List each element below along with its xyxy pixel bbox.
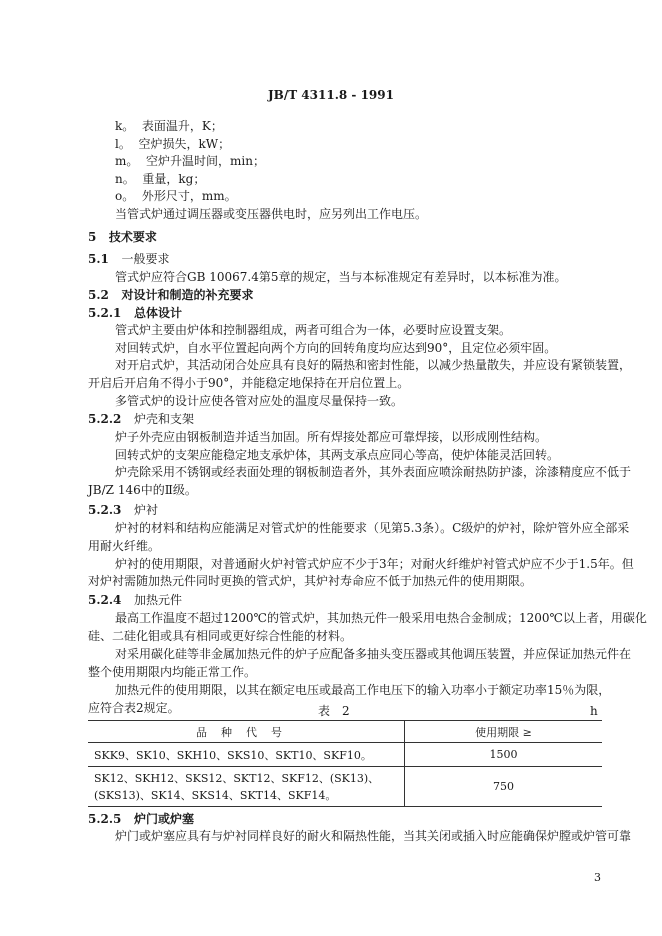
var-o: o。 外形尺寸，mm。	[115, 189, 237, 203]
paragraph-line: 开启后开启角不得小于90°，并能稳定地保持在开启位置上。	[88, 376, 410, 390]
var-n: n。 重量，kg；	[115, 172, 206, 186]
table-cell-codes: SK12、SKH12、SKS12、SKT12、SKF12、(SK13)、 (SKS13)、SK14、SKS14、SKT14、SKF14。	[88, 767, 405, 807]
section-5-2-5-heading: 5.2.5 炉门或炉塞	[88, 812, 194, 826]
paragraph-line: 硅、二硅化钼或具有相同或更好综合性能的材料。	[88, 629, 353, 643]
table-cell-value: 750	[405, 767, 603, 807]
paragraph-line: 对采用碳化硅等非金属加热元件的炉子应配备多抽头变压器或其他调压装置，并应保证加热元件在	[115, 647, 632, 661]
table-row	[88, 767, 602, 807]
paragraph-line: 最高工作温度不超过1200℃的管式炉，其加热元件一般采用电热合金制成；1200℃以上者，用碳化	[115, 611, 647, 625]
paragraph-line: 对回转式炉，自水平位置起向两个方向的回转角度均应达到90°，且定位必须牢固。	[115, 341, 557, 355]
voltage-note: 当管式炉通过调压器或变压器供电时，应另列出工作电压。	[115, 207, 428, 221]
page-number: 3	[594, 871, 601, 884]
table-cell-value: 1500	[405, 743, 603, 767]
paragraph-line: 管式炉主要由炉体和控制器组成，两者可组合为一体，必要时应设置支架。	[115, 323, 512, 337]
section-5-2-3-heading: 5.2.3 炉衬	[88, 503, 158, 517]
var-m: m。 空炉升温时间，min；	[115, 154, 265, 168]
section-5-2-1-heading: 5.2.1 总体设计	[88, 306, 182, 320]
table-cell-codes: SKK9、SK10、SKH10、SKS10、SKT10、SKF10。	[88, 743, 405, 767]
paragraph-line: 炉衬的材料和结构应能满足对管式炉的性能要求（见第5.3条）。C级炉的炉衬，除炉管外应全部采	[115, 521, 630, 535]
standard-number: JB/T 4311.8 - 1991	[268, 88, 394, 102]
section-5-1-text: 管式炉应符合GB 10067.4第5章的规定，当与本标准规定有差异时，以本标准为准。	[115, 270, 567, 284]
table-row	[88, 743, 602, 767]
paragraph-line: 加热元件的使用期限，以其在额定电压或最高工作电压下的输入功率小于额定功率15％为限，	[115, 683, 611, 697]
paragraph-line: 炉子外壳应由钢板制造并适当加固。所有焊接处都应可靠焊接，以形成刚性结构。	[115, 430, 548, 444]
table-header-codes: 品种代号	[88, 721, 405, 743]
paragraph-line: 应符合表2规定。	[88, 701, 180, 715]
paragraph-line: 用耐火纤维。	[88, 539, 161, 553]
paragraph-line: 回转式炉的支架应能稳定地支承炉体，其两支承点应同心等高，使炉体能灵活回转。	[115, 448, 560, 462]
lifetime-table	[88, 720, 602, 807]
paragraph-line: 对开启式炉，其活动闭合处应具有良好的隔热和密封性能，以减少热量散失，并应设有紧锁装置，	[115, 358, 632, 372]
table-header-lifetime: 使用期限 ≥	[405, 721, 603, 743]
paragraph-line: 炉壳除采用不锈钢或经表面处理的钢板制造者外，其外表面应喷涂耐热防护漆，涂漆精度应不低于	[115, 465, 632, 479]
paragraph-line: 对炉衬需随加热元件同时更换的管式炉，其炉衬寿命应不低于加热元件的使用期限。	[88, 574, 533, 588]
paragraph-line: 炉衬的使用期限，对普通耐火炉衬管式炉应不少于3年；对耐火纤维炉衬管式炉应不少于1.5年。但	[115, 557, 634, 571]
section-5-2-4-heading: 5.2.4 加热元件	[88, 593, 182, 607]
section-5-heading: 5 技术要求	[88, 230, 157, 244]
var-k: k。 表面温升，K；	[115, 119, 223, 133]
paragraph-line: 整个使用期限内均能正常工作。	[88, 665, 257, 679]
section-5-2-heading: 5.2 对设计和制造的补充要求	[88, 288, 254, 302]
table-header-row	[88, 721, 602, 743]
table-unit: h	[590, 704, 598, 718]
section-5-2-2-heading: 5.2.2 炉壳和支架	[88, 412, 194, 426]
var-l: l。 空炉损失，kW；	[115, 137, 231, 151]
table-caption: 表 2	[318, 704, 350, 718]
paragraph-line: 炉门或炉塞应具有与炉衬同样良好的耐火和隔热性能，当其关闭或插入时应能确保炉膛或炉管可靠	[115, 829, 632, 843]
paragraph-line: 多管式炉的设计应使各管对应处的温度尽量保持一致。	[115, 394, 404, 408]
paragraph-line: JB/Z 146中的Ⅱ级。	[88, 483, 197, 497]
section-5-1-heading: 5.1 一般要求	[88, 252, 170, 266]
